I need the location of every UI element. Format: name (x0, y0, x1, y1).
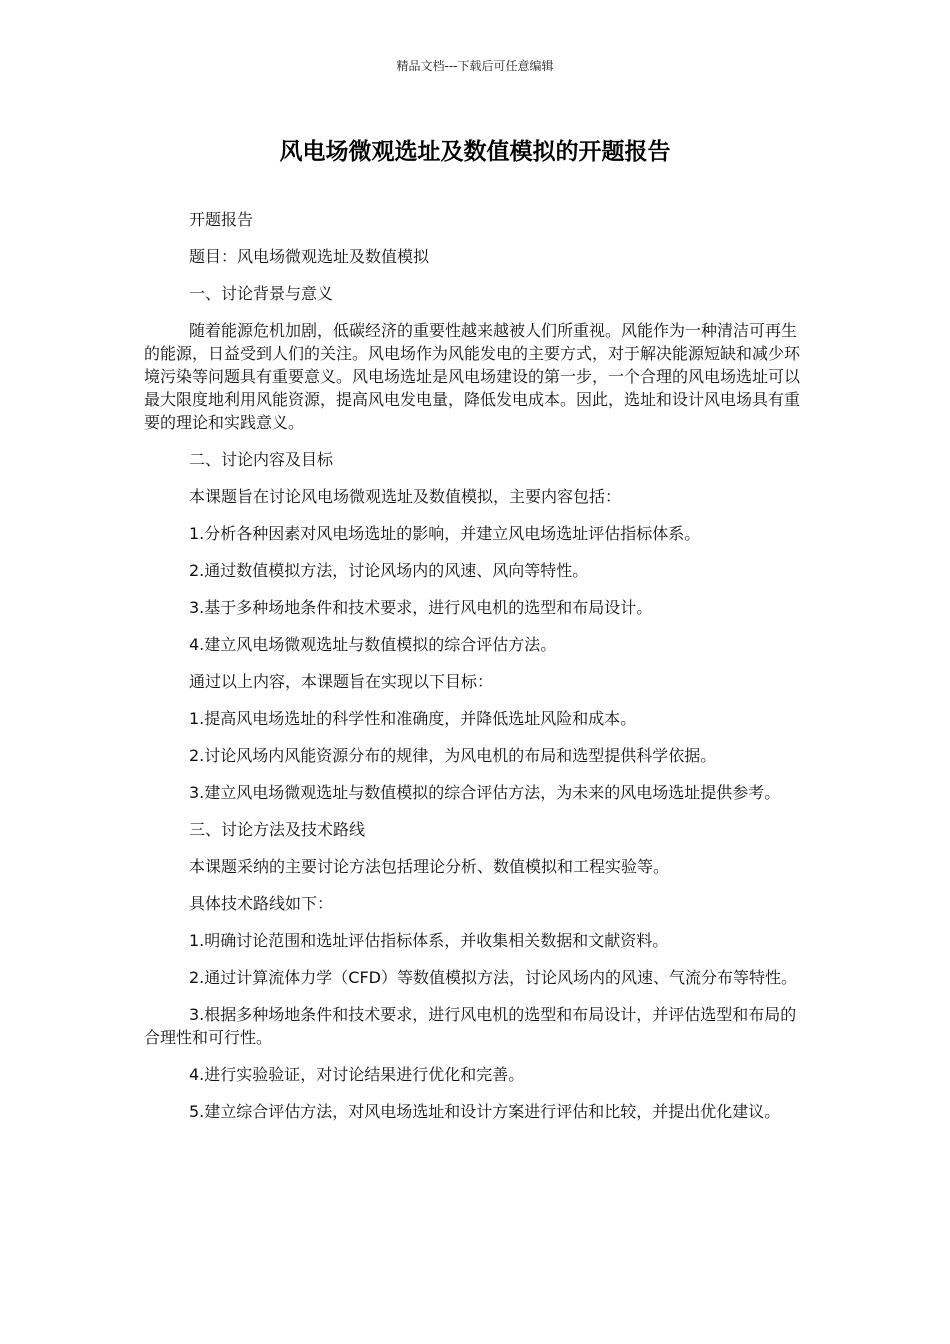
list-item: 3.建立风电场微观选址与数值模拟的综合评估方法，为未来的风电场选址提供参考。 (189, 783, 781, 802)
paragraph: 本课题旨在讨论风电场微观选址及数值模拟，主要内容包括： (189, 487, 622, 506)
section-heading: 三、讨论方法及技术路线 (189, 820, 366, 839)
list-item: 1.分析各种因素对风电场选址的影响，并建立风电场选址评估指标体系。 (189, 524, 701, 543)
page-header-watermark: 精品文档---下载后可任意编辑 (396, 59, 554, 73)
list-item: 4.进行实验验证，对讨论结果进行优化和完善。 (189, 1065, 525, 1084)
paragraph: 开题报告 (189, 210, 254, 229)
section-heading: 一、讨论背景与意义 (189, 284, 334, 303)
list-item: 1.提高风电场选址的科学性和准确度，并降低选址风险和成本。 (189, 709, 637, 728)
list-item: 3.基于多种场地条件和技术要求，进行风电机的选型和布局设计。 (189, 598, 653, 617)
section-heading: 二、讨论内容及目标 (189, 450, 334, 469)
list-item: 3.根据多种场地条件和技术要求，进行风电机的选型和布局设计，并评估选型和布局的合理性和可行性。 (144, 1005, 797, 1047)
list-item: 2.讨论风场内风能资源分布的规律，为风电机的布局和选型提供科学依据。 (189, 746, 717, 765)
list-item: 5.建立综合评估方法，对风电场选址和设计方案进行评估和比较，并提出优化建议。 (189, 1102, 781, 1121)
list-item: 2.通过数值模拟方法，讨论风场内的风速、风向等特性。 (189, 561, 589, 580)
list-item: 1.明确讨论范围和选址评估指标体系，并收集相关数据和文献资料。 (189, 931, 669, 950)
list-item: 4.建立风电场微观选址与数值模拟的综合评估方法。 (189, 635, 557, 654)
paragraph: 本课题采纳的主要讨论方法包括理论分析、数值模拟和工程实验等。 (189, 857, 670, 876)
list-item: 2.通过计算流体力学（CFD）等数值模拟方法，讨论风场内的风速、气流分布等特性。 (189, 968, 797, 987)
document-body (144, 208, 806, 1137)
paragraph: 通过以上内容，本课题旨在实现以下目标： (189, 672, 494, 691)
paragraph: 随着能源危机加剧，低碳经济的重要性越来越被人们所重视。风能作为一种清洁可再生的能源，日益受到人们的关注。风电场作为风能发电的主要方式，对于解决能源短缺和减少环境污染等问题具有重要意义。风电场选址是风电场建设的第一步，一个合理的风电场选址可以最大限度地利用风能资源，提高风电发电量，降低发电成本。因此，选址和设计风电场具有重要的理论和实践意义。 (144, 321, 801, 432)
paragraph: 题目：风电场微观选址及数值模拟 (189, 247, 430, 266)
paragraph: 具体技术路线如下： (189, 894, 334, 913)
document-title: 风电场微观选址及数值模拟的开题报告 (279, 139, 671, 165)
